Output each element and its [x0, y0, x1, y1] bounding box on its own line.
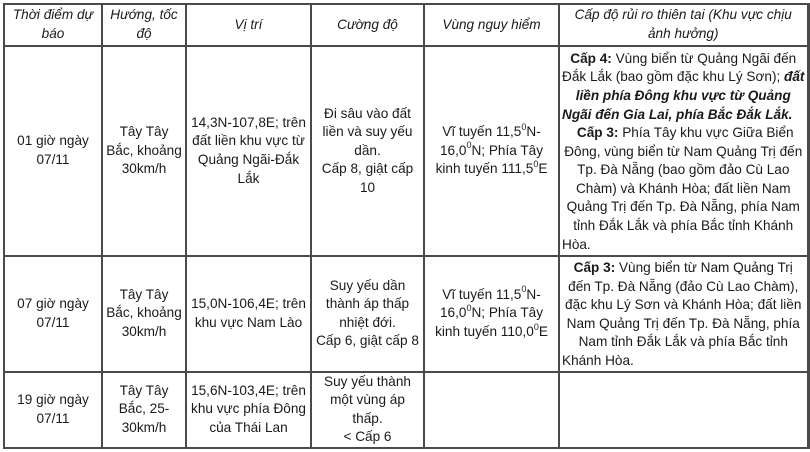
danger-text: N-16,0	[439, 286, 541, 321]
cell-disaster-risk-level	[559, 46, 808, 256]
danger-text: E	[538, 161, 548, 177]
intensity-description: Suy yếu dần thành áp thấp nhiệt đới.	[325, 277, 410, 330]
intensity-level: Cấp 6, giật cấp 8	[316, 333, 419, 349]
cell-disaster-risk-level	[559, 256, 808, 372]
risk-level-4-emphasis: đất liền phía Đông khu vực từ Quảng Ngãi đến Gia Lai, phía Bắc Đắk Lắk.	[562, 69, 805, 122]
header-position: Vị trí	[186, 4, 311, 46]
risk-level-3-label: Cấp 3:	[573, 260, 616, 275]
cell-forecast-time: 19 giờ ngày 07/11	[4, 372, 102, 448]
table-row	[4, 46, 808, 256]
degree-mark: 0	[521, 121, 527, 132]
cell-position: 15,0N-106,4E; trên khu vực Nam Lào	[186, 256, 311, 372]
storm-forecast-table	[3, 3, 810, 449]
cell-danger-zone	[424, 256, 559, 372]
cell-direction-speed: Tây Tây Bắc, khoảng 30km/h	[102, 256, 186, 372]
cell-danger-zone	[424, 46, 559, 256]
danger-text: Vĩ tuyến 11,5	[442, 124, 522, 140]
risk-level-3-label: Cấp 3:	[576, 125, 619, 141]
danger-text: N; Phía Tây kinh tuyến 111,5	[435, 142, 543, 177]
risk-level-3-text: Vùng biển từ Nam Quảng Trị đến Tp. Đà Nẵng (đảo Cù Lao Chàm), đặc khu Lý Sơn và Khánh Hòa; đất liền Nam Quảng Trị đến Tp. Đà Nẵng, phía Nam tỉnh Đắk Lắk và phía Bắc tỉnh Khánh Hòa.	[562, 260, 802, 368]
cell-disaster-risk-level	[559, 372, 808, 448]
cell-position: 15,6N-103,4E; trên khu vực phía Đông của Thái Lan	[186, 372, 311, 448]
intensity-level: Cấp 8, giật cấp 10	[321, 161, 414, 195]
cell-danger-zone	[424, 372, 559, 448]
cell-intensity	[311, 46, 424, 256]
intensity-description: Suy yếu thành một vùng áp thấp.	[324, 373, 411, 426]
cell-intensity	[311, 256, 424, 372]
cell-forecast-time: 01 giờ ngày 07/11	[4, 46, 102, 256]
header-danger-zone: Vùng nguy hiểm	[424, 4, 559, 46]
intensity-level: < Cấp 6	[343, 429, 392, 445]
header-disaster-risk-level: Cấp độ rủi ro thiên tai (Khu vực chịu ảnh hưởng)	[559, 4, 808, 46]
danger-text: E	[538, 324, 548, 340]
header-forecast-time: Thời điểm dự báo	[4, 4, 102, 46]
header-intensity: Cường độ	[311, 4, 424, 46]
risk-level-4-label: Cấp 4:	[570, 50, 612, 66]
cell-position: 14,3N-107,8E; trên đất liền khu vực từ Quảng Ngãi-Đắk Lắk	[186, 46, 311, 256]
cell-direction-speed: Tây Tây Bắc, khoảng 30km/h	[102, 46, 186, 256]
intensity-description: Đi sâu vào đất liền và suy yếu dần.	[322, 105, 413, 158]
cell-intensity	[311, 372, 424, 448]
degree-mark: 0	[466, 302, 472, 313]
degree-mark: 0	[521, 284, 527, 295]
cell-direction-speed: Tây Tây Bắc, 25-30km/h	[102, 372, 186, 448]
table-header-row	[4, 4, 808, 46]
danger-text: Vĩ tuyến 11,5	[442, 286, 522, 302]
header-direction-speed: Hướng, tốc độ	[102, 4, 186, 46]
danger-text: N; Phía Tây kinh tuyến 110,0	[435, 305, 543, 340]
degree-mark: 0	[533, 321, 539, 332]
cell-forecast-time: 07 giờ ngày 07/11	[4, 256, 102, 372]
degree-mark: 0	[466, 140, 472, 151]
risk-level-3-text: Phía Tây khu vực Giữa Biển Đông, vùng biển từ Nam Quảng Trị đến Tp. Đà Nẵng (bao gồm đảo Cù Lao Chàm) và Khánh Hòa; đất liền Nam Quảng Trị đến Tp. Đà Nẵng, phía Nam tỉnh Đắk Lắk và phía Bắc tỉnh Khánh Hòa.	[562, 125, 803, 252]
table-row	[4, 372, 808, 448]
degree-mark: 0	[533, 158, 539, 169]
risk-level-4-text: Vùng biển từ Quảng Ngãi đến Đắk Lắk (bao gồm đặc khu Lý Sơn);	[562, 50, 797, 85]
table-row	[4, 256, 808, 372]
danger-text: N-16,0	[439, 124, 541, 158]
